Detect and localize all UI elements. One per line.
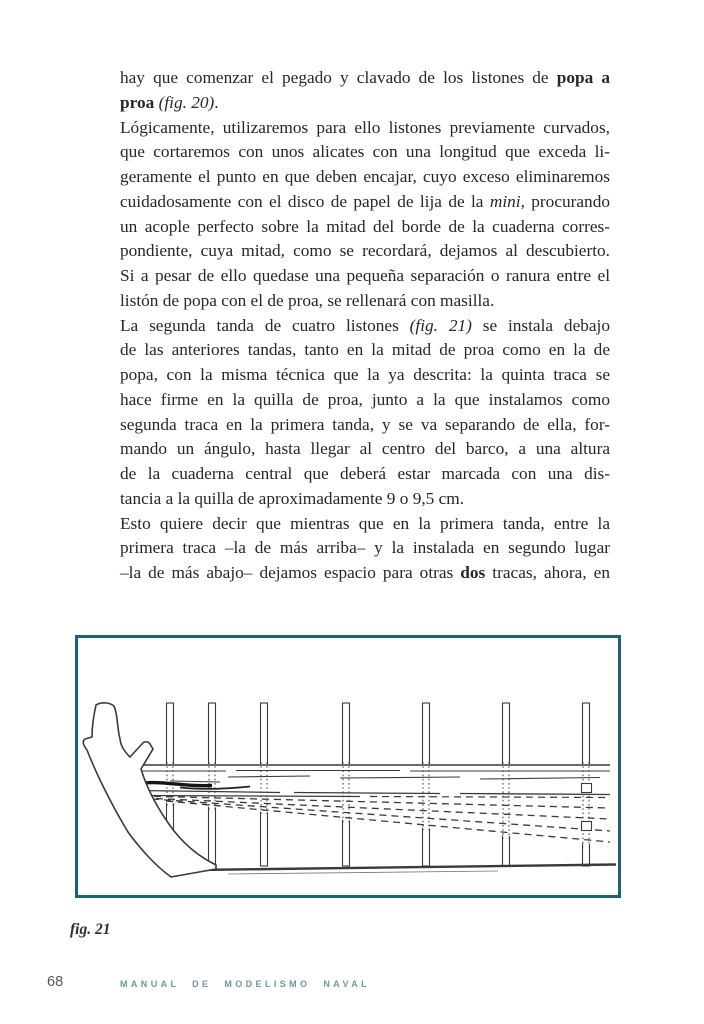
keel-line: [196, 865, 616, 871]
strake-clamp-tab: [582, 784, 592, 793]
body-text: [120, 66, 610, 586]
text-line: de la cuaderna central que deberá estar marcada con una dis-: [120, 464, 610, 483]
fig-21-hull-drawing: [78, 638, 618, 895]
text-line: –la de más abajo– dejamos espacio para otras dos tracas, ahora, en: [120, 563, 610, 582]
text-line: primera traca –la de más arriba– y la instalada en segundo lugar: [120, 538, 610, 558]
text-line: Si a pesar de ello quedase una pequeña separación o ranura entre el: [120, 266, 610, 285]
figure-21-box: [75, 635, 621, 898]
strake-clamp-tab: [582, 822, 592, 831]
text-line: segunda traca en la primera tanda, y se va separando de ella, for-: [120, 414, 610, 434]
text-line: proa (fig. 20).: [120, 92, 219, 112]
text-line: popa, con la misma técnica que la ya descrita: la quinta traca se: [120, 365, 610, 384]
text-line: hay que comenzar el pegado y clavado de los listones de popa a: [120, 68, 610, 87]
text-line: hace firme en la quilla de proa, junto a la que instalamos como: [120, 389, 610, 409]
text-line: La segunda tanda de cuatro listones (fig. 21) se instala debajo: [120, 315, 610, 335]
text-line: listón de popa con el de proa, se rellenará con masilla.: [120, 290, 495, 310]
text-line: geramente el punto en que deben encajar, cuyo exceso eliminaremos: [120, 167, 610, 186]
text-line: Lógicamente, utilizaremos para ello listones previamente curvados,: [120, 117, 610, 137]
footer-book-title: MANUAL DE MODELISMO NAVAL: [120, 979, 370, 989]
text-line: pondiente, cuya mitad, como se recordará, dejamos al descubierto.: [120, 241, 610, 261]
text-line: de las anteriores tandas, tanto en la mitad de proa como en la de: [120, 340, 610, 360]
text-line: tancia a la quilla de aproximadamente 9 o 9,5 cm.: [120, 488, 465, 508]
text-line: mando un ángulo, hasta llegar al centro del barco, a una altura: [120, 439, 610, 459]
figure-caption: fig. 21: [70, 921, 111, 938]
text-line: un acople perfecto sobre la mitad del borde de la cuaderna corres-: [120, 216, 610, 236]
page-number: 68: [47, 974, 64, 990]
text-line: Esto quiere decir que mientras que en la primera tanda, entre la: [120, 513, 610, 533]
text-line: cuidadosamente con el disco de papel de lija de la mini, procurando: [120, 191, 610, 211]
text-line: que cortaremos con unos alicates con una longitud que exceda li-: [120, 142, 610, 162]
